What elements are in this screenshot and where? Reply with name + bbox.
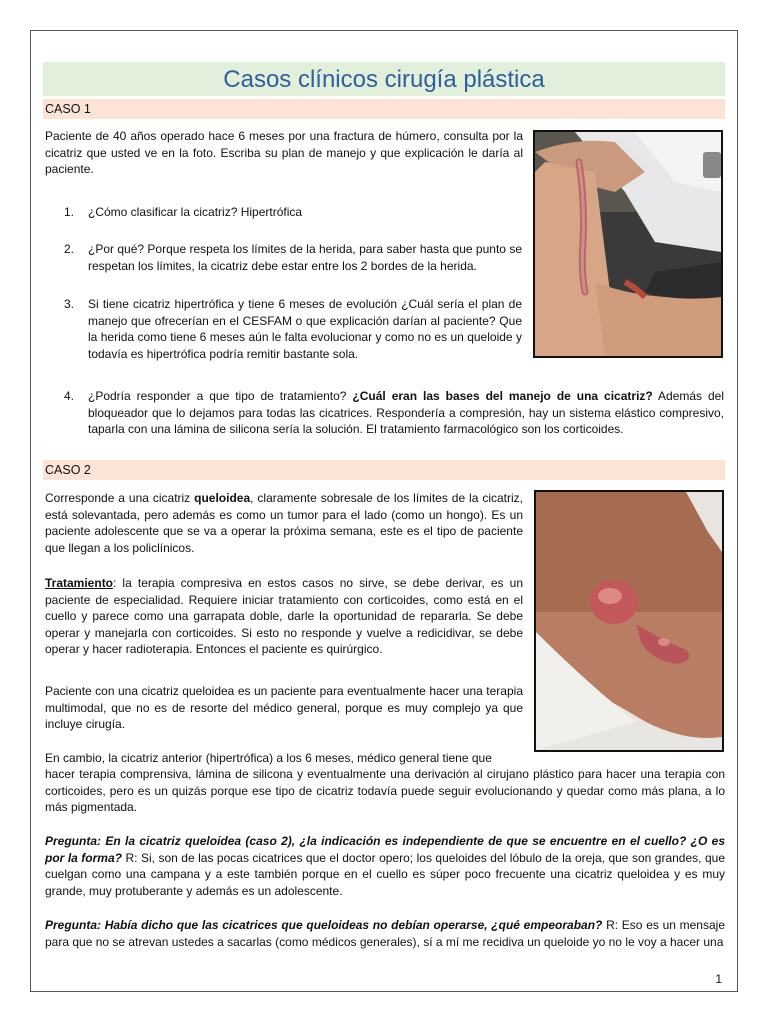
item-number: 4. — [64, 389, 75, 403]
item-text: ¿Podría responder a que tipo de tratamiento? — [88, 389, 353, 403]
case-1-item-1 — [64, 204, 522, 221]
case-2-treatment-paragraph — [45, 575, 523, 658]
case-1-item-3 — [64, 296, 522, 362]
item-text: ¿Por qué? Porque respeta los límites de la herida, para saber hasta que punto se respetan los límites, la cicatriz debe estar entre los 2 bordes de la herida. — [88, 242, 522, 273]
case-1-heading-text: CASO 1 — [45, 102, 91, 116]
case-2-paragraph-1 — [45, 490, 523, 556]
question-2 — [45, 917, 725, 950]
keyword-queloidea: queloidea — [194, 491, 251, 505]
case-2-heading-text: CASO 2 — [45, 463, 91, 477]
question-1-text: Pregunta: En la cicatriz queloidea (caso 2), ¿la indicación es independiente de que se encuentre en el cuello? ¿O es por la forma? — [45, 834, 725, 865]
neck-keloid-photo — [534, 490, 724, 752]
case-1-item-4 — [64, 388, 724, 438]
item-text-bold: ¿Cuál eran las bases del manejo de una cicatriz? — [352, 389, 653, 403]
case-2-paragraph-3: Paciente con una cicatriz queloidea es un paciente para eventualmente hacer una terapia multimodal, que no es de resorte del médico general, porque es muy complejo ya que incluye cirugía. — [45, 684, 523, 731]
question-1 — [45, 833, 725, 899]
item-number: 1. — [64, 205, 75, 219]
title-bar — [43, 62, 725, 96]
item-text: Si tiene cicatriz hipertrófica y tiene 6 meses de evolución ¿Cuál sería el plan de manejo que ofrecerían en el CESFAM o que explicación darían al paciente? Que la herida como tiene 6 meses aún le falta evolucionar y como no es un queloide y todavía es hipertrófica podría remitir bastante sola. — [88, 297, 522, 361]
item-number: 2. — [64, 242, 75, 256]
answer-2-text: R: Eso es un mensaje para que no se atrevan ustedes a sacarlas (como médicos generales), sí a mí me recidiva un queloide yo no le voy a hacer una — [45, 918, 725, 949]
case-2-paragraph-4-rest: hacer terapia comprensiva, lámina de silicona y eventualmente una derivación al cirujano plástico para hacer una terapia con corticoides, pero es un quizás porque ese tipo de cicatriz todavía puede seguir evolucionando y quedar como más plana, a lo más pigmentada. — [45, 767, 725, 814]
question-2-text: Pregunta: Había dicho que las cicatrices que queloideas no debían operarse, ¿qué empeoraban? — [45, 918, 603, 932]
page-number: 1 — [715, 972, 722, 986]
p1-start: Corresponde a una cicatriz — [45, 491, 195, 505]
case-1-intro: Paciente de 40 años operado hace 6 meses por una fractura de húmero, consulta por la cicatriz que usted ve en la foto. Escriba su plan de manejo y que explicación le daría al paciente. — [45, 129, 523, 176]
page-title: Casos clínicos cirugía plástica — [223, 66, 545, 93]
treatment-text: : la terapia compresiva en estos casos no sirve, se debe derivar, es un paciente de especialidad. Requiere iniciar tratamiento con corticoides, como está en el cuello y parece como una garrapata doble, darle la oportunidad de repararla. Se debe operar y manejarla con corticoides. Si esto no responde y vuelve a redicidivar, se debe operar y hacer radioterapia. Entonces el paciente es quirúrgico. — [45, 576, 523, 656]
neck-keloid-image — [536, 492, 722, 750]
case-2-paragraph-4-first-line: En cambio, la cicatriz anterior (hipertrófica) a los 6 meses, médico general tiene que — [45, 751, 492, 765]
case-1-heading — [43, 99, 725, 119]
arm-scar-image — [535, 132, 721, 356]
answer-1-text: R: Si, son de las pocas cicatrices que el doctor opero; los queloides del lóbulo de la oreja, que son grandes, que cuelgan como una campana y a este también porque en el cuello es súper poco frecuente una cicatriz queloidea y es muy grande, muy protuberante y además es un adolescente. — [45, 850, 725, 898]
p1-end: , claramente sobresale de los límites de la cicatriz, está solevantada, pero además es como un tumor para el lado (como un hongo). Es un paciente adolescente que se va a operar la próxima semana, este es el tipo de paciente que llegan a los policlínicos. — [45, 491, 523, 555]
item-number: 3. — [64, 297, 75, 311]
arm-scar-photo — [533, 130, 723, 358]
item-text-continued: Además del bloqueador que lo dejamos para todas las cicatrices. Respondería a compresión, hay un sistema elástico compresivo, taparla con una lámina de silicona sería la solución. El tratamiento farmacológico son los corticoides. — [88, 389, 724, 436]
item-text: ¿Cómo clasificar la cicatriz? Hipertrófica — [88, 205, 303, 219]
treatment-label: Tratamiento — [45, 576, 114, 590]
case-1-item-2 — [64, 241, 522, 274]
case-2-heading — [43, 460, 725, 480]
